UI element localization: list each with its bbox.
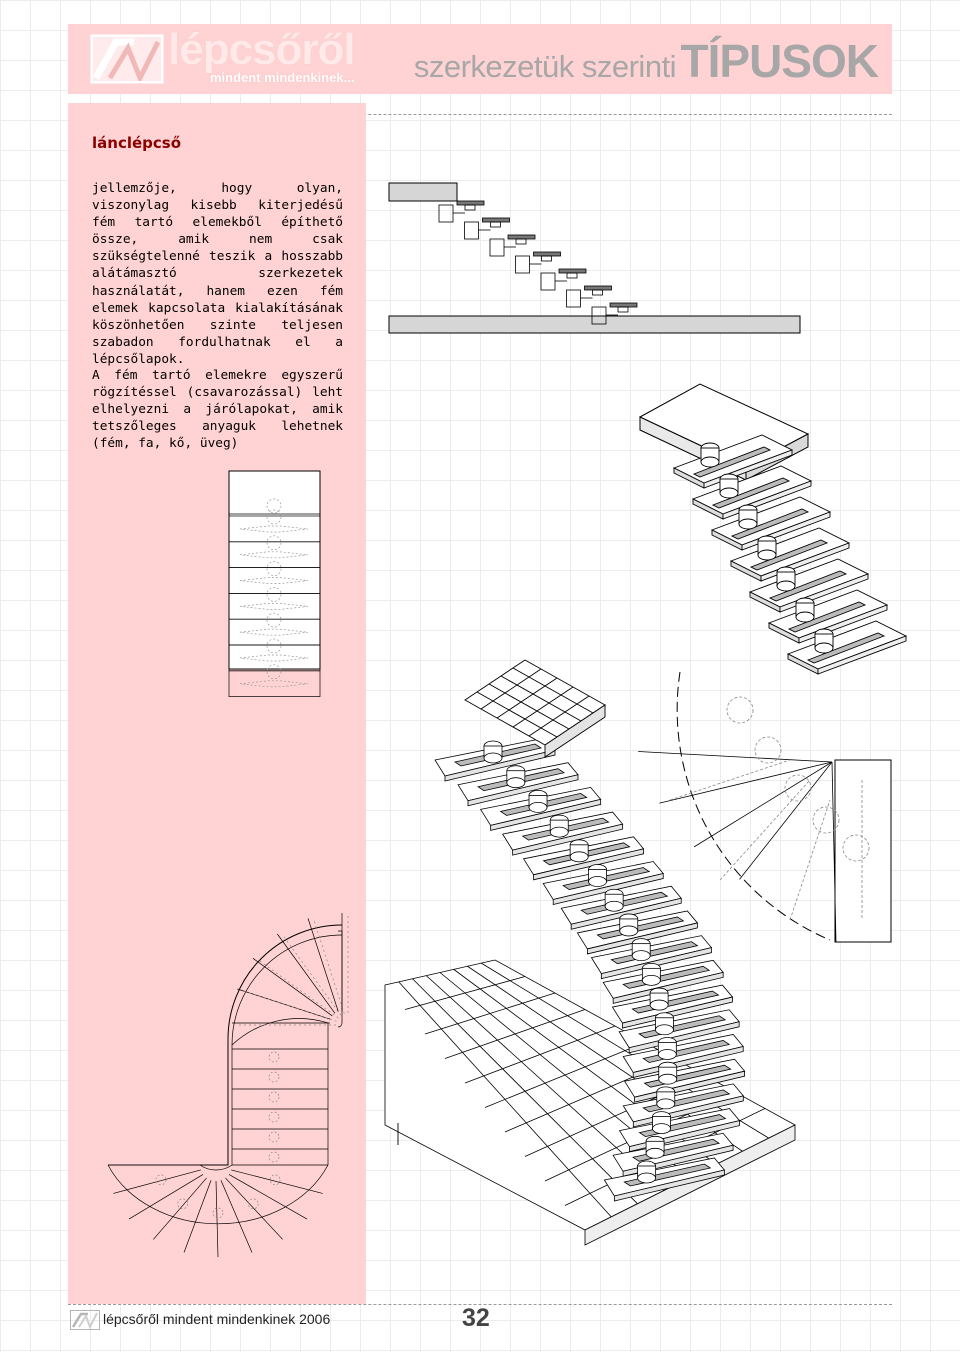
page-heading: [413, 35, 878, 87]
description-paragraph-1: jellemzője, hogy olyan, viszonylag kisebb kiterjedésű fém tartó elemekből építhető össze, amik nem csak szükségtelenné teszik a hosszabb alátámasztó szerkezetek használatát, hanem ezen fém elemek kapcsolata kialakításának köszönhetően szinte teljesen szabadon fordulhatnak el a lépcsőlapok.: [92, 181, 343, 367]
heading-light: szerkezetük szerinti: [413, 49, 677, 84]
description-paragraph-2: A fém tartó elemekre egyszerű rögzítéssel (csavarozással) leht elhelyezni a járólapokat, amik tetszőleges anyaguk lehetnek (fém, fa, kő, üveg): [92, 368, 343, 452]
plan-straight-drawing: [228, 470, 322, 672]
isometric-straight-drawing: [636, 380, 896, 670]
logo-tagline: mindent mindenkinek...: [210, 70, 355, 85]
plan-turning-drawing: [98, 915, 348, 1260]
isometric-spiral-drawing: [385, 655, 805, 1250]
section-title: lánclépcső: [92, 134, 182, 152]
logo-wordmark: lépcsőről: [168, 25, 355, 74]
page-number: 32: [462, 1304, 490, 1332]
elevation-drawing: [385, 180, 805, 340]
footer-text: lépcsőről mindent mindenkinek 2006: [103, 1311, 331, 1327]
logo-mark-icon: [90, 34, 164, 84]
heading-bold: TÍPUSOK: [680, 35, 878, 87]
footer-logo-icon: [70, 1310, 100, 1330]
